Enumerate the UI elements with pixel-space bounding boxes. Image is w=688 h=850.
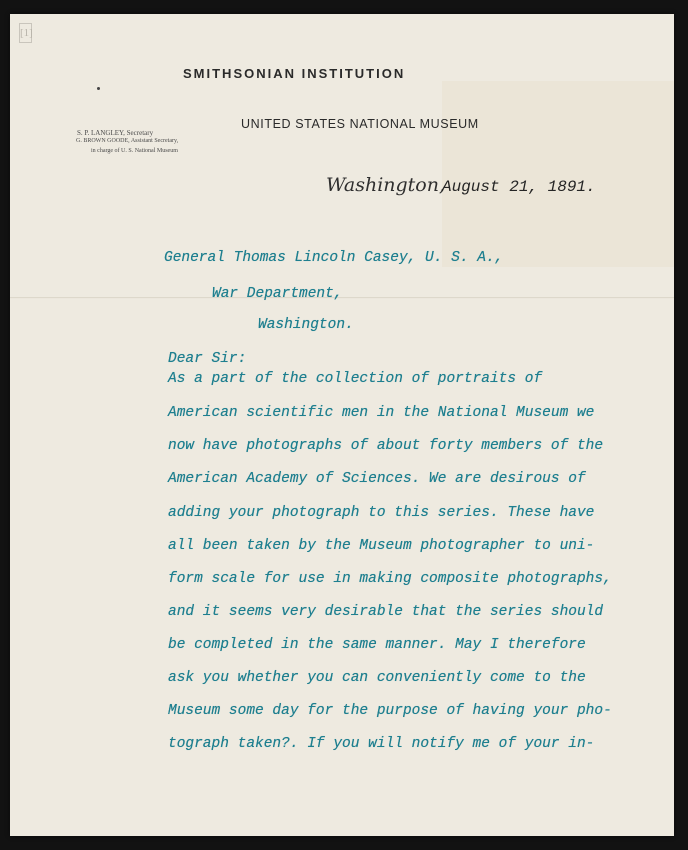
body-line: form scale for use in making composite photographs, bbox=[168, 571, 612, 587]
body-line: As a part of the collection of portraits of bbox=[168, 371, 543, 387]
address-line-name: General Thomas Lincoln Casey, U. S. A., bbox=[164, 250, 504, 266]
staff-line-assistant: G. BROWN GOODE, Assistant Secretary, bbox=[76, 138, 179, 144]
body-line: American scientific men in the National Museum we bbox=[168, 405, 595, 421]
museum-heading: UNITED STATES NATIONAL MUSEUM bbox=[241, 117, 479, 131]
body-line: be completed in the same manner. May I therefore bbox=[168, 637, 586, 653]
body-line: and it seems very desirable that the series should bbox=[168, 604, 604, 620]
staff-line-secretary: S. P. LANGLEY, Secretary bbox=[77, 129, 154, 137]
page-number-mark: [1] bbox=[19, 23, 32, 43]
body-line: adding your photograph to this series. These have bbox=[168, 505, 595, 521]
ink-dot bbox=[97, 87, 100, 90]
body-line: all been taken by the Museum photographer to uni- bbox=[168, 538, 595, 554]
body-line: tograph taken?. If you will notify me of your in- bbox=[168, 736, 595, 752]
salutation: Dear Sir: bbox=[168, 351, 247, 367]
dateline-place: Washington, bbox=[326, 174, 446, 196]
address-line-department: War Department, bbox=[212, 286, 343, 302]
body-line: ask you whether you can conveniently come to the bbox=[168, 670, 586, 686]
body-line: now have photographs of about forty members of the bbox=[168, 438, 604, 454]
dateline-date: August 21, 1891. bbox=[442, 178, 596, 196]
institution-heading: SMITHSONIAN INSTITUTION bbox=[183, 66, 406, 81]
letter-page bbox=[10, 14, 674, 836]
address-line-city: Washington. bbox=[258, 317, 354, 333]
body-line: American Academy of Sciences. We are desirous of bbox=[168, 471, 586, 487]
staff-line-charge: in charge of U. S. National Museum bbox=[91, 148, 178, 154]
body-line: Museum some day for the purpose of having your pho- bbox=[168, 703, 612, 719]
paper-discoloration bbox=[442, 81, 674, 267]
